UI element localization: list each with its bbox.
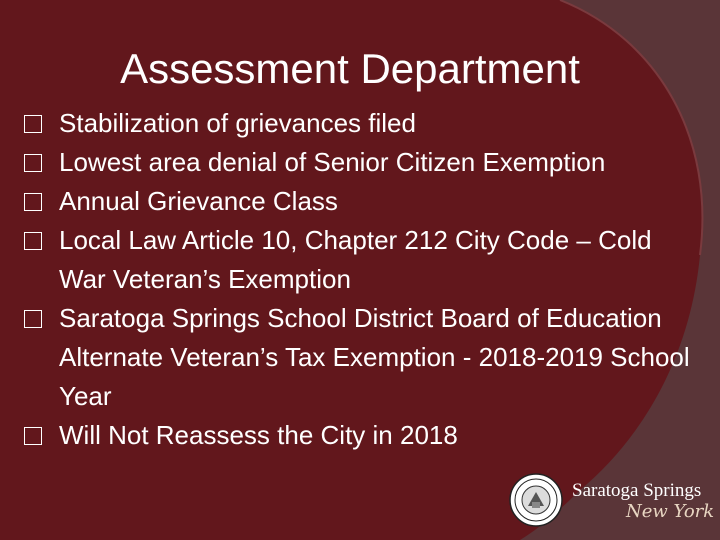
bullet-item: Saratoga Springs School District Board of Education Alternate Veteran’s Tax Exemption - 2018-2019 School Year <box>24 299 704 416</box>
logo-state: New York <box>626 501 715 522</box>
bullet-item: Local Law Article 10, Chapter 212 City Code – Cold War Veteran’s Exemption <box>24 221 704 299</box>
bullet-item: Stabilization of grievances filed <box>24 104 704 143</box>
bullet-item: Will Not Reassess the City in 2018 <box>24 416 704 455</box>
bullet-item: Annual Grievance Class <box>24 182 704 221</box>
checkbox-bullet-icon <box>24 427 42 445</box>
bullet-item: Lowest area denial of Senior Citizen Exemption <box>24 143 704 182</box>
checkbox-bullet-icon <box>24 115 42 133</box>
slide-title: Assessment Department <box>120 45 580 92</box>
checkbox-bullet-icon <box>24 193 42 211</box>
city-logo <box>508 470 713 530</box>
city-seal-icon <box>508 472 564 528</box>
logo-name: Saratoga Springs <box>572 480 702 501</box>
checkbox-bullet-icon <box>24 154 42 172</box>
bullet-list <box>24 104 704 455</box>
checkbox-bullet-icon <box>24 310 42 328</box>
checkbox-bullet-icon <box>24 232 42 250</box>
